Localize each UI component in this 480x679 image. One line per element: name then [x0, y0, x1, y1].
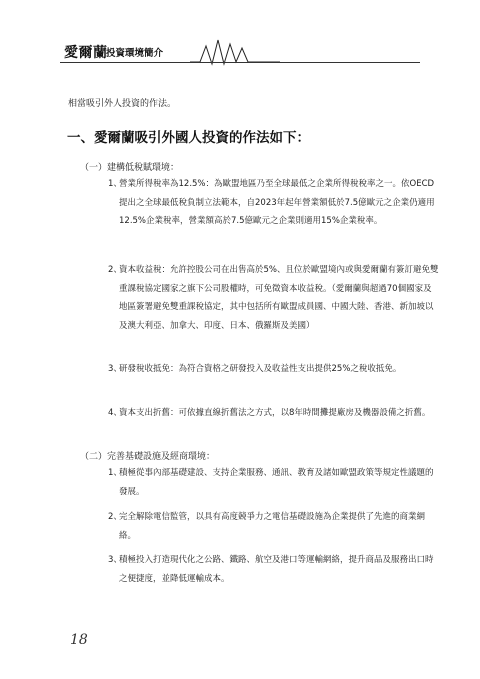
list-item [108, 464, 440, 502]
header-rule [60, 62, 420, 63]
list-item-text: 研發稅收抵免：為符合資格之研發投入及收益性支出提供25%之稅收抵免。 [119, 364, 402, 374]
header-title-bold: 愛爾蘭 [64, 45, 108, 61]
page-number: 18 [70, 632, 88, 648]
list-item-number: 1、 [108, 468, 122, 478]
list-item-text: 營業所得稅率為12.5%：為歐盟地區乃至全球最低之企業所得稅稅率之一。依OECD提出之全球最低稅負制立法範本，自2023年起年營業額低於7.5億歐元之企業仍適用12.5%企業稅率，營業額高於7.5億歐元之企業則適用15%企業稅率。 [119, 179, 435, 227]
list-item [108, 360, 440, 398]
intro-paragraph: 相當吸引外人投資的作法。 [68, 99, 177, 109]
list-item [108, 175, 440, 249]
list-item-text: 積極從事內部基礎建設、支持企業服務、通訊、教育及諸如歐盟政策等規定性議題的發展。 [119, 468, 434, 497]
list-item-number: 2、 [108, 265, 122, 275]
list-item [108, 551, 440, 589]
list-item-number: 3、 [108, 364, 122, 374]
section-heading: 一、愛爾蘭吸引外國人投資的作法如下： [67, 130, 310, 146]
list-item-number: 2、 [108, 512, 122, 522]
list-item-number: 3、 [108, 555, 122, 565]
list-item-text: 資本支出折舊：可依據直線折舊法之方式，以8年時間攤提廠房及機器設備之折舊。 [119, 408, 431, 418]
list-item-number: 1、 [108, 179, 122, 189]
list-item-text: 資本收益稅：允許控股公司在出售高於5%、且位於歐盟境內或與愛爾蘭有簽訂避免雙重課稅協定國家之旗下公司股權時，可免徵資本收益稅。（愛爾蘭與超過70個國家及地區簽署避免雙重課稅協定，其中包括所有歐盟成員國、中國大陸、香港、新加坡以及澳大利亞、加拿大、印度、日本、俄羅斯及美國） [119, 265, 439, 331]
header-title-sub: 投資環境簡介 [106, 48, 164, 59]
subsection-heading: （一）建構低稅賦環境： [80, 163, 180, 173]
list-item [108, 261, 440, 355]
list-item-text: 完全解除電信監管，以具有高度競爭力之電信基礎設施為企業提供了先進的商業網絡。 [119, 512, 426, 541]
list-item [108, 404, 440, 442]
list-item-number: 4、 [108, 408, 122, 418]
page-header [60, 36, 420, 66]
list-item [108, 508, 440, 546]
subsection-heading: （二）完善基礎設施及經商環境： [80, 452, 216, 462]
list-item-text: 積極投入打造現代化之公路、鐵路、航空及港口等運輸網絡，提升商品及服務出口時之便捷度，並降低運輸成本。 [119, 555, 434, 584]
